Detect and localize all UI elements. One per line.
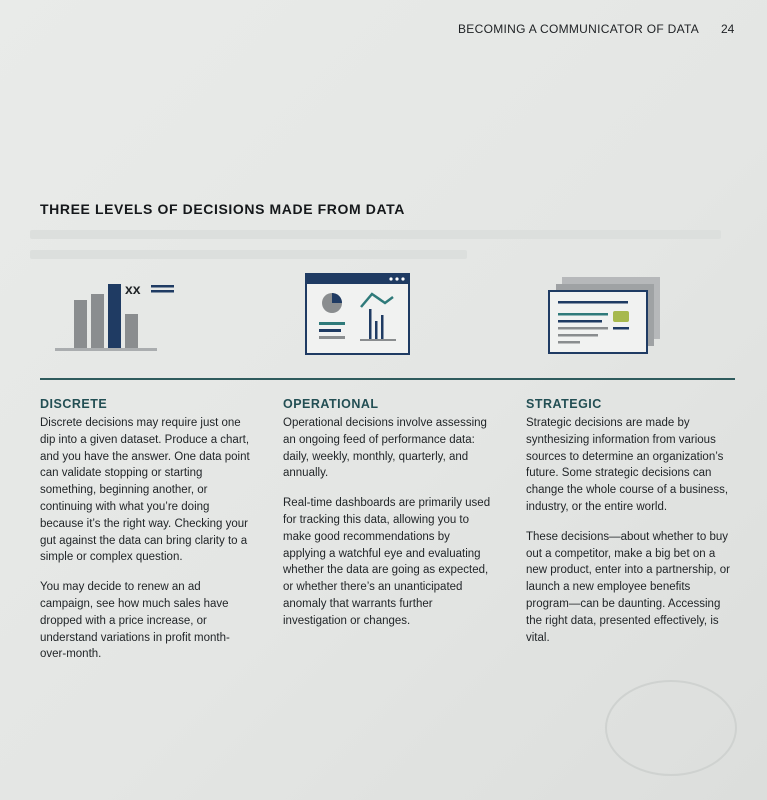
- bar-chart-icon: [55, 280, 180, 355]
- bar-3-highlight: [108, 284, 121, 348]
- section-title: THREE LEVELS OF DECISIONS MADE FROM DATA: [40, 201, 405, 217]
- column-heading: OPERATIONAL: [283, 397, 379, 411]
- column-paragraph: These decisions—about whether to buy out a competitor, make a big bet on a new product, enter into a partnership, or launch a new employee benefits program—can be daunting. Accessing the right data, presented effectively, is vital.: [526, 530, 730, 644]
- running-head: BECOMING A COMMUNICATOR OF DATA: [458, 22, 700, 36]
- value-label: xx: [125, 281, 141, 297]
- section-divider: [40, 378, 735, 380]
- highlight-block: [613, 311, 629, 322]
- dashboard-icon: [305, 273, 410, 355]
- column-paragraph: Real-time dashboards are primarily used for tracking this data, allowing you to make good recommendations by applying a watchful eye and evaluating whether the data are going as expected, or whether there’s an unanticipated anomaly that warrants further investigation or changes.: [283, 497, 491, 627]
- page-number: 24: [721, 22, 735, 36]
- column-heading: STRATEGIC: [526, 397, 602, 411]
- show-through-text: [30, 210, 735, 270]
- value-line-1: [151, 285, 174, 288]
- show-through-heading: [430, 92, 735, 160]
- column-paragraph: Discrete decisions may require just one dip into a given dataset. Produce a chart, and you have the answer. One data point can validate stopping or starting something, beginning another, or continuing with what you’re doing because it’s the right way. Checking your gut against the data can bring clarity to a simple or complex question.: [40, 417, 250, 564]
- bar-4: [125, 314, 138, 348]
- column-strategic: [526, 397, 736, 659]
- column-paragraph: Operational decisions involve assessing an ongoing feed of performance data: daily, weekly, monthly, quarterly, and annually.: [283, 417, 487, 480]
- stacked-documents-icon: [548, 277, 663, 357]
- column-operational: [283, 397, 493, 643]
- bar-2: [91, 294, 104, 348]
- column-paragraph: You may decide to renew an ad campaign, see how much sales have dropped with a price increase, or understand variations in profit month-over-month.: [40, 581, 230, 661]
- column-paragraph: Strategic decisions are made by synthesizing information from various sources to determine an organization’s future. Some strategic decisions can change the whole course of a business, industry, or the entire world.: [526, 417, 729, 513]
- baseline: [55, 348, 157, 351]
- bar-1: [74, 300, 87, 348]
- column-heading: DISCRETE: [40, 397, 108, 411]
- watermark-stamp: [605, 680, 737, 776]
- value-line-2: [151, 290, 174, 293]
- column-discrete: [40, 397, 250, 676]
